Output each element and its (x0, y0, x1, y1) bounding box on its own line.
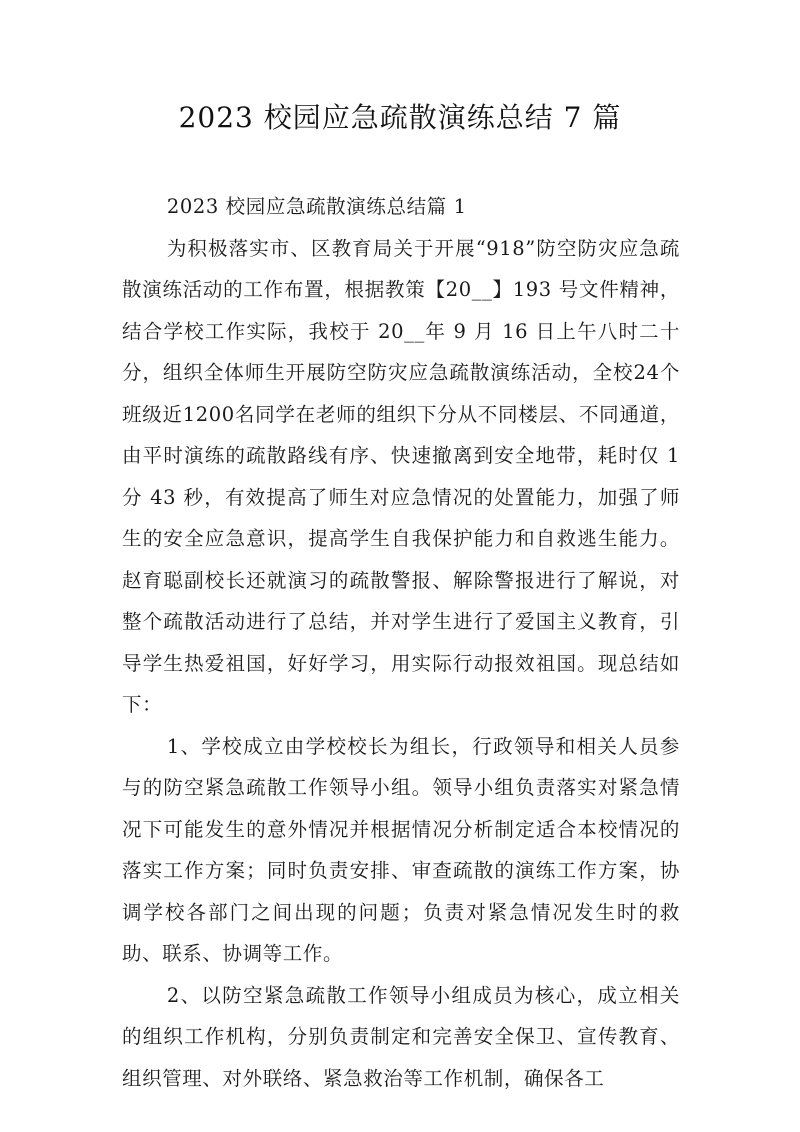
document-body (122, 186, 680, 1099)
document-title: 2023 校园应急疏散演练总结 7 篇 (178, 101, 622, 134)
paragraph-intro: 为积极落实市、区教育局关于开展“918”防空防灾应急疏散演练活动的工作布置，根据教策【20__】193 号文件精神，结合学校工作实际，我校于 20__年 9 月 16 日上午八时二十分，组织全体师生开展防空防灾应急疏散演练活动，全校24个班级近1200名同学在老师的组织下分从不同楼层、不同通道，由平时演练的疏散路线有序、快速撤离到安全地带，耗时仅 1 分 43 秒，有效提高了师生对应急情况的处置能力，加强了师生的安全应急意识，提高学生自我保护能力和自救逃生能力。赵育聪副校长还就演习的疏散警报、解除警报进行了解说，对整个疏散活动进行了总结，并对学生进行了爱国主义教育，引导学生热爱祖国，好好学习，用实际行动报效祖国。现总结如下： (122, 236, 680, 716)
paragraph-item-2: 2、以防空紧急疏散工作领导小组成员为核心，成立相关的组织工作机构，分别负责制定和完善安全保卫、宣传教育、组织管理、对外联络、紧急救治等工作机制，确保各工 (122, 983, 680, 1090)
section-heading: 2023 校园应急疏散演练总结篇 1 (166, 195, 467, 218)
paragraph-item-1: 1、学校成立由学校校长为组长，行政领导和相关人员参与的防空紧急疏散工作领导小组。领导小组负责落实对紧急情况下可能发生的意外情况并根据情况分析制定适合本校情况的落实工作方案；同时负责安排、审查疏散的演练工作方案，协调学校各部门之间出现的问题；负责对紧急情况发生时的救助、联系、协调等工作。 (122, 734, 680, 965)
